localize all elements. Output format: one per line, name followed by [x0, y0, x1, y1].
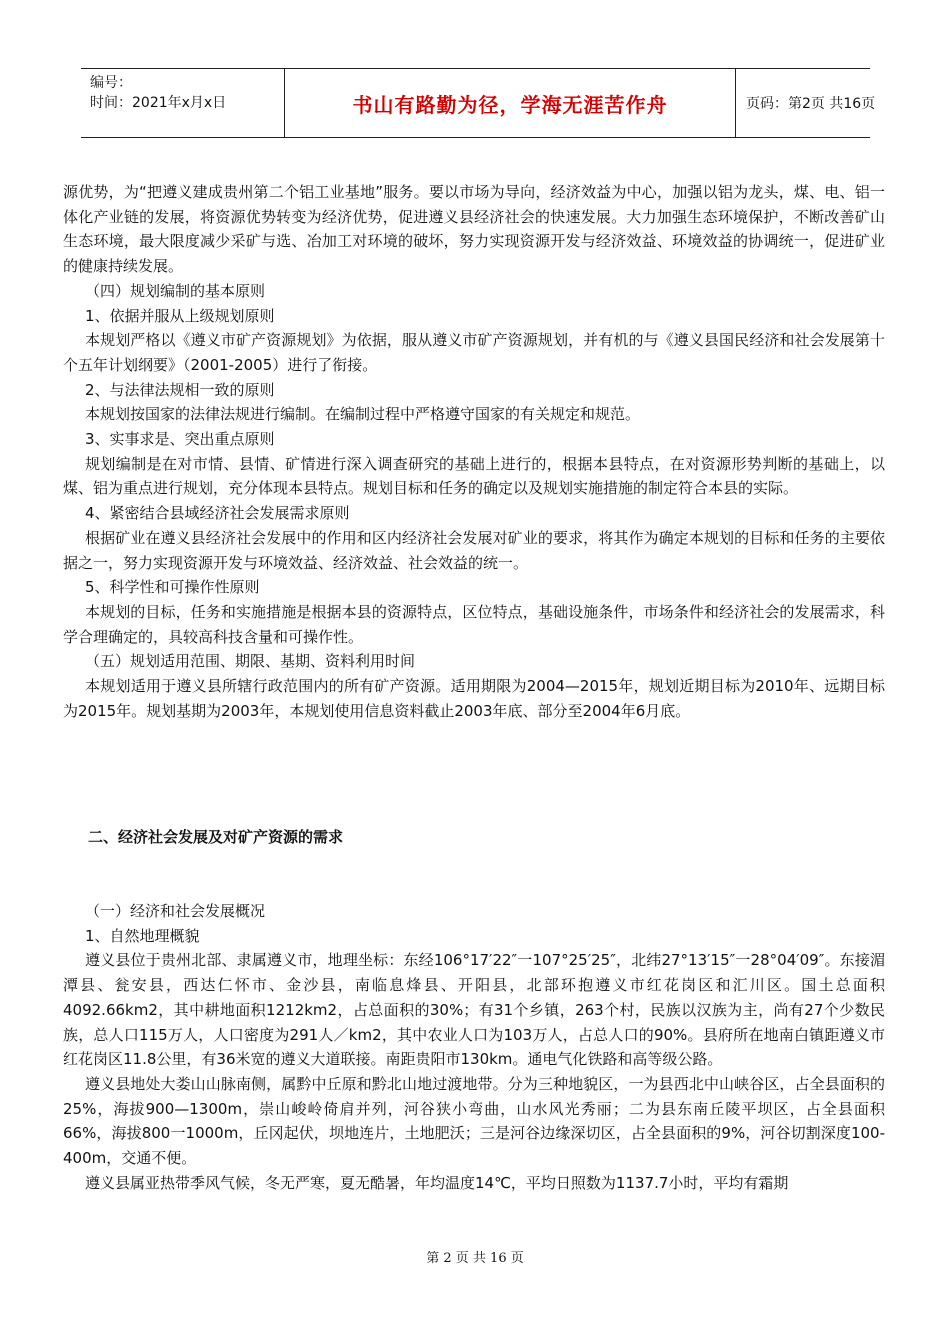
paragraph: 4、紧密结合县域经济社会发展需求原则 — [85, 504, 350, 523]
header-page-info: 页码：第2页 共16页 — [746, 96, 876, 112]
paragraph: （五）规划适用范围、期限、基期、资料利用时间 — [85, 652, 416, 671]
paragraph: 2、与法律法规相一致的原则 — [85, 380, 275, 399]
page-footer: 第 2 页 共 16 页 — [426, 1251, 524, 1266]
body-text — [63, 180, 885, 723]
paragraph: 遵义县位于贵州北部、隶属遵义市，地理坐标：东经106°17′22″一107°25′25″，北纬27°13′15″一28°04′09″。东接湄潭县、瓮安县，西达仁怀市、金沙县，南临息烽县、开阳县，北部环抱遵义市红花岗区和汇川区。国土总面积4092.66km2，其中耕地面积1212km2，占总面积的30%；有31个乡镇，263个村，民族以汉族为主，尚有27个少数民族，总人口115万人，人口密度为291人／km2，其中农业人口为103万人，占总人口的90%。县府所在地南白镇距遵义市红花岗区11.8公里，有36米宽的遵义大道联接。南距贵阳市130km。通电气化铁路和高等级公路。 — [63, 951, 885, 1069]
paragraph: 源优势，为“把遵义建成贵州第二个铝工业基地”服务。要以市场为导向，经济效益为中心，加强以铝为龙头，煤、电、铝一体化产业链的发展，将资源优势转变为经济优势，促进遵义县经济社会的快速发展。大力加强生态环境保护，不断改善矿山生态环境，最大限度减少采矿与选、冶加工对环境的破坏，努力实现资源开发与经济效益、环境效益的协调统一，促进矿业的健康持续发展。 — [63, 183, 885, 276]
paragraph: 根据矿业在遵义县经济社会发展中的作用和区内经济社会发展对矿业的要求，将其作为确定本规划的目标和任务的主要依据之一，努力实现资源开发与环境效益、经济效益、社会效益的统一。 — [63, 528, 885, 572]
paragraph: 遵义县属亚热带季风气候，冬无严寒，夏无酷暑，年均温度14℃，平均日照数为1137.7小时，平均有霜期 — [85, 1173, 789, 1192]
paragraph: 3、实事求是、突出重点原则 — [85, 430, 275, 449]
paragraph: 本规划适用于遵义县所辖行政范围内的所有矿产资源。适用期限为2004—2015年，规划近期目标为2010年、远期目标为2015年。规划基期为2003年，本规划使用信息资料截止2003年底、部分至2004年6月底。 — [63, 677, 885, 720]
paragraph: 5、科学性和可操作性原则 — [85, 578, 260, 597]
paragraph: 遵义县地处大娄山山脉南侧，属黔中丘原和黔北山地过渡地带。分为三种地貌区，一为县西北中山峡谷区，占全县面积的25%，海拔900—1300m，崇山峻岭倚肩并列，河谷狭小弯曲，山水风光秀丽；二为县东南丘陵平坝区，占全县面积66%，海拔800一1000m，丘冈起伏，坝地连片，土地肥沃；三是河谷边缘深切区，占全县面积的9%，河谷切割深度100-400m，交通不便。 — [63, 1074, 885, 1168]
page-header — [81, 68, 876, 138]
header-motto: 书山有路勤为径，学海无涯苦作舟 — [284, 69, 736, 137]
paragraph: 本规划的目标，任务和实施措施是根据本县的资源特点，区位特点，基础设施条件，市场条件和经济社会的发展需求，科学合理确定的，具较高科技含量和可操作性。 — [63, 602, 885, 646]
document-date: 时间：2021年x月x日 — [90, 95, 227, 111]
paragraph: （四）规划编制的基本原则 — [85, 281, 266, 300]
document-number-label: 编号： — [90, 75, 132, 91]
paragraph: （一）经济和社会发展概况 — [85, 902, 266, 920]
paragraph: 1、自然地理概貌 — [85, 926, 200, 945]
paragraph: 本规划严格以《遵义市矿产资源规划》为依据，服从遵义市矿产资源规划，并有机的与《遵义县国民经济和社会发展第十个五年计划纲要》（2001-2005）进行了衔接。 — [63, 331, 885, 374]
paragraph: 1、依据并服从上级规划原则 — [85, 306, 275, 325]
header-meta — [81, 69, 284, 137]
paragraph: 规划编制是在对市情、县情、矿情进行深入调查研究的基础上进行的，根据本县特点，在对资源形势判断的基础上，以煤、铝为重点进行规划，充分体现本县特点。规划目标和任务的确定以及规划实施措施的制定符合本县的实际。 — [63, 454, 885, 498]
paragraph: 本规划按国家的法律法规进行编制。在编制过程中严格遵守国家的有关规定和规范。 — [85, 405, 641, 424]
section-heading: 二、经济社会发展及对矿产资源的需求 — [88, 828, 344, 846]
body-text-section-2 — [63, 899, 885, 1195]
